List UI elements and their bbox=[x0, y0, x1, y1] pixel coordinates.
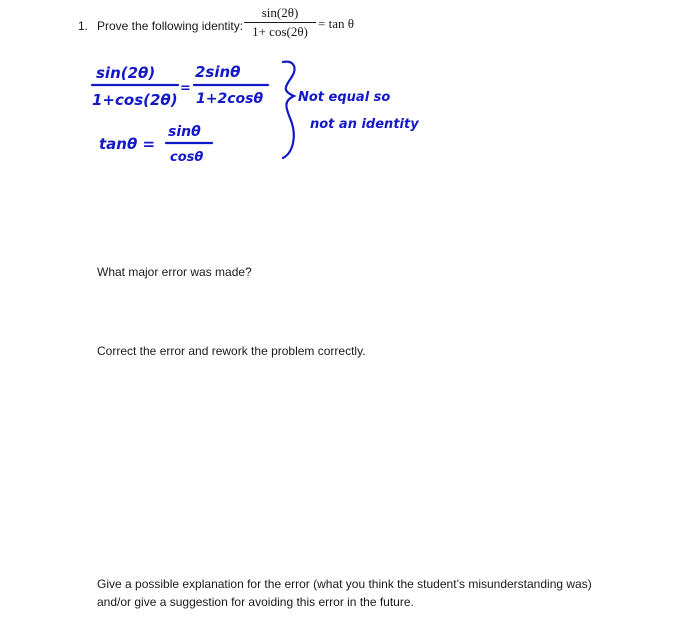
hw-lhs-denominator: 1+cos(2θ) bbox=[92, 91, 178, 109]
hw-lhs-numerator: sin(2θ) bbox=[96, 64, 156, 82]
hw-tan-lhs: tanθ = bbox=[99, 135, 156, 153]
hw-tan-denominator: cosθ bbox=[170, 150, 204, 165]
correct-rework-prompt: Correct the error and rework the problem correctly. bbox=[97, 344, 366, 358]
handwritten-work bbox=[0, 0, 700, 200]
hw-rhs-denominator: 1+2cosθ bbox=[196, 91, 264, 107]
question-number: 1. bbox=[78, 19, 89, 33]
hw-note-line2: not an identity bbox=[310, 117, 419, 132]
explanation-prompt-line2: and/or give a suggestion for avoiding this error in the future. bbox=[97, 595, 414, 609]
hw-equals: = bbox=[180, 81, 191, 96]
identity-numerator: sin(2θ) bbox=[261, 5, 299, 20]
explanation-prompt-line1: Give a possible explanation for the error (what you think the student’s misunderstanding was) bbox=[97, 577, 592, 591]
hw-rhs-numerator: 2sinθ bbox=[195, 63, 241, 81]
question-prompt: Prove the following identity: bbox=[97, 19, 244, 33]
hw-curly-brace bbox=[283, 62, 294, 158]
major-error-prompt: What major error was made? bbox=[97, 265, 252, 279]
identity-denominator: 1+ cos(2θ) bbox=[252, 24, 308, 39]
hw-tan-numerator: sinθ bbox=[168, 124, 201, 140]
identity-rhs: = tan θ bbox=[318, 16, 354, 31]
hw-note-line1: Not equal so bbox=[298, 90, 391, 105]
